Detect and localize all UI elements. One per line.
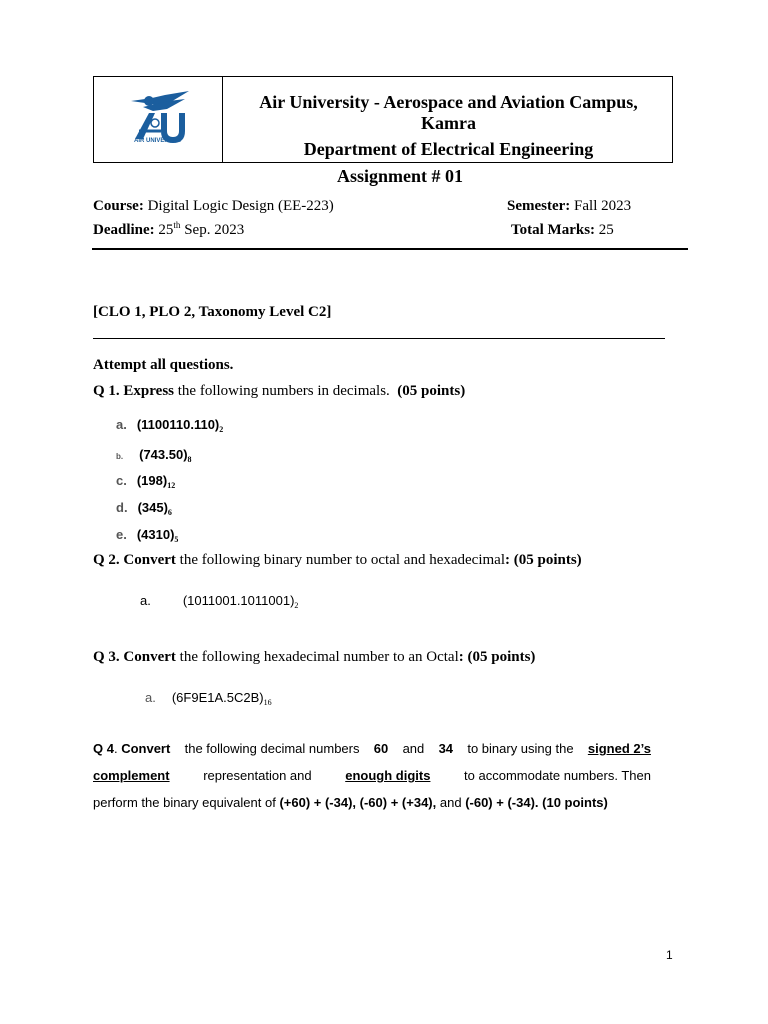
question-2: Q 2. Convert the following binary number to octal and hexadecimal: (05 points) (93, 552, 582, 568)
department-name: Department of Electrical Engineering (303, 139, 594, 159)
total-marks-line: Total Marks: 25 (511, 222, 614, 238)
logo-cell (94, 77, 223, 162)
page-number: 1 (666, 948, 673, 962)
q2-item-a: a. $(1011001.1011001)_2$ (140, 593, 299, 610)
q3-item-a: a. $(6F9E1A.5C2B)_{16}$ (145, 690, 272, 707)
question-4-line-1: Q 4. Convert the following decimal numbers 60 and 34 to binary using the signed 2’s (93, 741, 651, 756)
question-3: Q 3. Convert the following hexadecimal number to an Octal: (05 points) (93, 649, 536, 665)
q1-item-b: b. $(743.50)_8$ (116, 447, 192, 464)
question-1: Q 1. Express the following numbers in decimals. (05 points) (93, 383, 466, 399)
assignment-title: Assignment # 01 (336, 166, 463, 186)
instructions: Attempt all questions. (93, 357, 234, 373)
q1-item-a: a. $(1100110.110)_2$ (116, 417, 224, 434)
header-box (93, 76, 673, 163)
q1-item-d: d. $(345)_6$ (116, 500, 172, 517)
clo-line: [CLO 1, PLO 2, Taxonomy Level C2] (93, 304, 332, 320)
question-4-line-3: perform the binary equivalent of (+60) + (-34), (-60) + (+34), and (-60) + (-34). (10 points) (93, 795, 608, 810)
question-4-line-2: complement representation and enough digits to accommodate numbers. Then (93, 768, 651, 783)
deadline-line: Deadline: 25th Sep. 2023 (93, 220, 245, 238)
logo-text: AIR UNIVERSITY (133, 138, 182, 144)
q1-item-e: e. $(4310)_5$ (116, 527, 179, 544)
university-name: Air University - Aerospace and Aviation Campus, Kamra (259, 92, 638, 133)
semester-line: Semester: Fall 2023 (507, 198, 632, 214)
q1-item-c: c. $(198)_{12}$ (116, 473, 176, 490)
course-line: Course: Digital Logic Design (EE-223) (93, 198, 334, 214)
clo-divider (93, 338, 665, 339)
header-divider (92, 248, 688, 250)
